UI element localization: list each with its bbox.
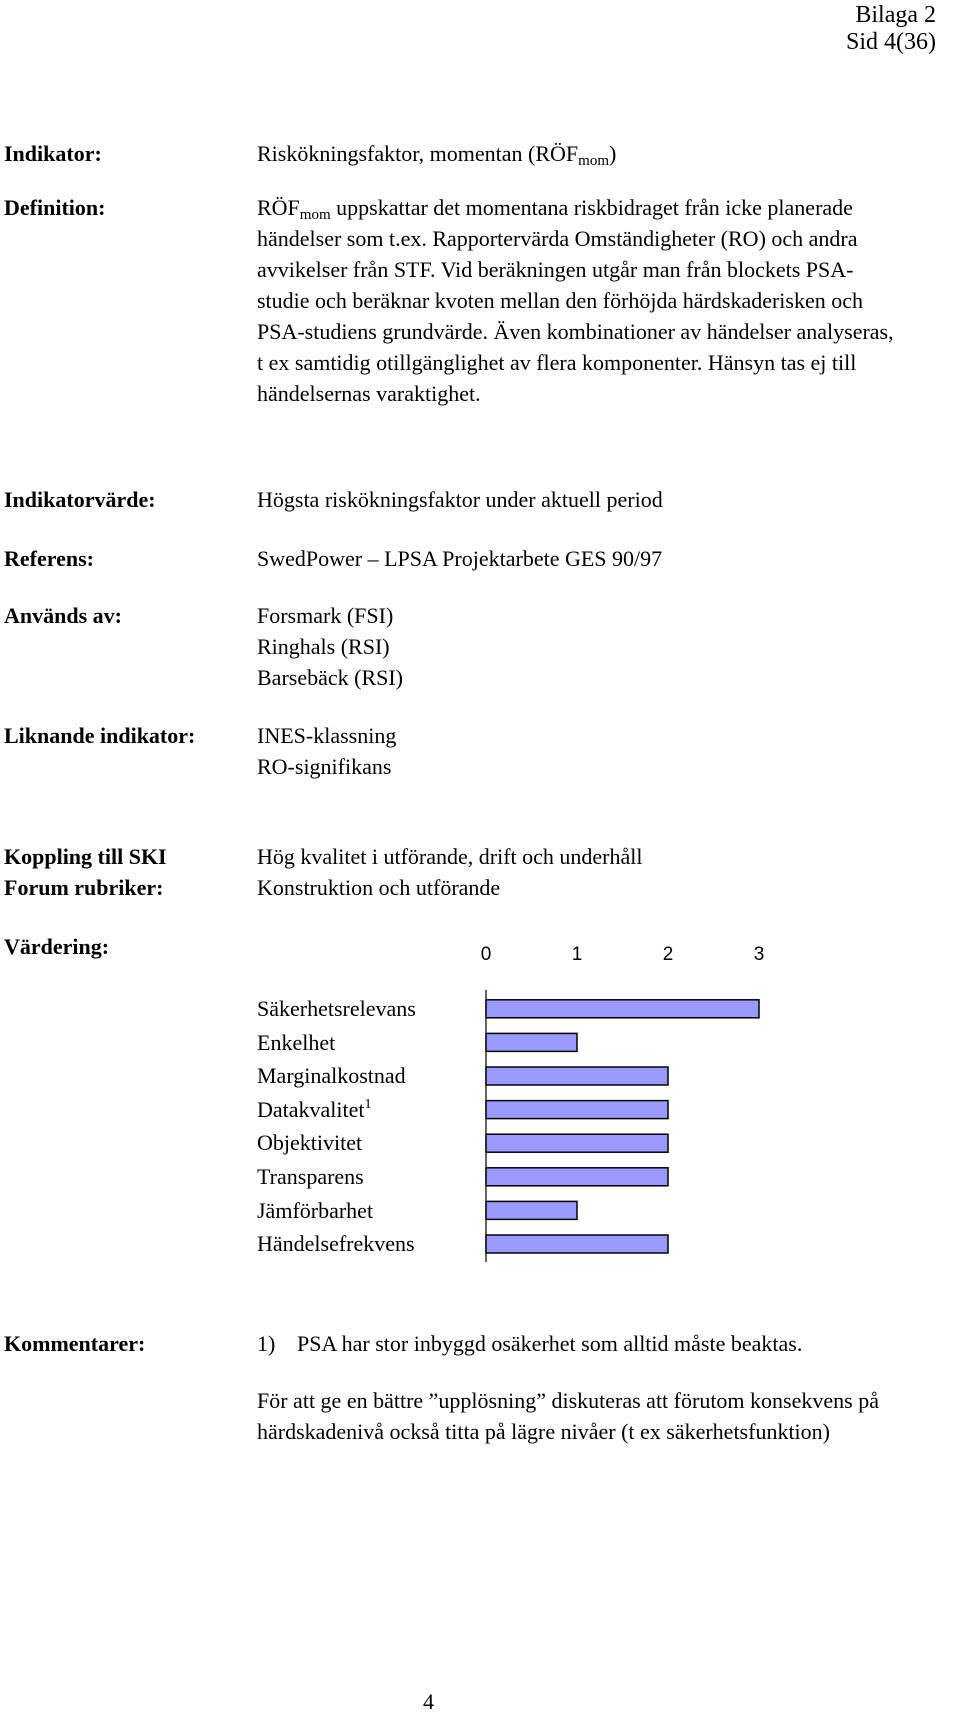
bar-säkerhetsrelevans bbox=[486, 1000, 759, 1018]
indikator-label: Indikator: bbox=[4, 141, 102, 166]
kommentarer-label: Kommentarer: bbox=[4, 1331, 146, 1356]
vardering-label: Värdering: bbox=[4, 934, 110, 959]
category-label: Jämförbarhet bbox=[257, 1197, 374, 1223]
bar-marginalkostnad bbox=[486, 1067, 668, 1085]
category-label: Objektivitet bbox=[257, 1130, 363, 1156]
referens-value: SwedPower – LPSA Projektarbete GES 90/97 bbox=[257, 546, 663, 571]
category-label: Säkerhetsrelevans bbox=[257, 996, 416, 1021]
koppling-label-line1: Koppling till SKI bbox=[4, 844, 167, 869]
category-label: Händelsefrekvens bbox=[257, 1231, 415, 1257]
referens-label: Referens: bbox=[4, 546, 94, 571]
bar-objektivitet bbox=[486, 1134, 668, 1152]
liknande-item: RO-signifikans bbox=[257, 754, 392, 779]
indikator-value: Riskökningsfaktor, momentan $(RÖF_{mom})$ bbox=[257, 141, 617, 169]
anvands-av-label: Används av: bbox=[4, 603, 122, 628]
category-label: Datakvalitet$^1$ bbox=[257, 1096, 372, 1122]
koppling-label-line2: Forum rubriker: bbox=[4, 875, 164, 900]
comment-paragraph: För att ge en bättre ”upplösning” diskuteras att förutom konsekvens på härdskadenivå också titta på lägre nivåer (t ex säkerhetsfunktion) bbox=[257, 1388, 879, 1444]
category-label: Enkelhet bbox=[257, 1029, 336, 1055]
page-number: 4 bbox=[423, 1689, 434, 1714]
liknande-item: INES-klassning bbox=[257, 723, 397, 748]
bar-händelsefrekvens bbox=[486, 1235, 668, 1253]
bar-jämförbarhet bbox=[486, 1201, 577, 1219]
footnote-text: PSA har stor inbyggd osäkerhet som alltid måste beaktas. bbox=[297, 1331, 803, 1356]
x-tick-label: 3 bbox=[753, 944, 765, 965]
bar-transparens bbox=[486, 1168, 668, 1186]
anvands-av-item: Ringhals (RSI) bbox=[257, 634, 390, 659]
indikatorvarde-value: Högsta riskökningsfaktor under aktuell period bbox=[257, 487, 663, 512]
category-label: Transparens bbox=[257, 1163, 364, 1189]
x-tick-label: 1 bbox=[571, 944, 583, 965]
definition-label: Definition: bbox=[4, 195, 106, 220]
anvands-av-item: Barsebäck (RSI) bbox=[257, 665, 404, 690]
x-tick-label: 0 bbox=[480, 944, 492, 965]
category-footnote-marker: 1 bbox=[364, 1096, 372, 1112]
header-page: Sid 4(36) bbox=[846, 29, 936, 55]
bar-enkelhet bbox=[486, 1033, 577, 1051]
liknande-label: Liknande indikator: bbox=[4, 723, 196, 748]
category-label: Marginalkostnad bbox=[257, 1063, 406, 1089]
koppling-item: Hög kvalitet i utförande, drift och underhåll bbox=[257, 844, 643, 869]
bar-datakvalitet bbox=[486, 1101, 668, 1119]
indikatorvarde-label: Indikatorvärde: bbox=[4, 487, 156, 512]
koppling-item: Konstruktion och utförande bbox=[257, 875, 501, 900]
definition-text: $RÖF_{mom}$ uppskattar det momentana riskbidraget från icke planerade händelser som t.ex. Rapportervärda Omständigheter (RO) och andra avvikelser från STF. Vid beräkningen utgår man från blockets PSA-studie och beräknar kvoten mellan den förhöjda härdskaderisken och PSA-studiens grundvärde. Även kombinationer av händelser analyseras, t ex samtidig otillgänglighet av flera komponenter. Hänsyn tas ej till händelsernas varaktighet. bbox=[257, 195, 894, 406]
anvands-av-item: Forsmark (FSI) bbox=[257, 603, 394, 628]
header-appendix: Bilaga 2 bbox=[855, 2, 936, 28]
footnote-number: 1) bbox=[257, 1331, 276, 1356]
x-tick-label: 2 bbox=[662, 944, 674, 965]
